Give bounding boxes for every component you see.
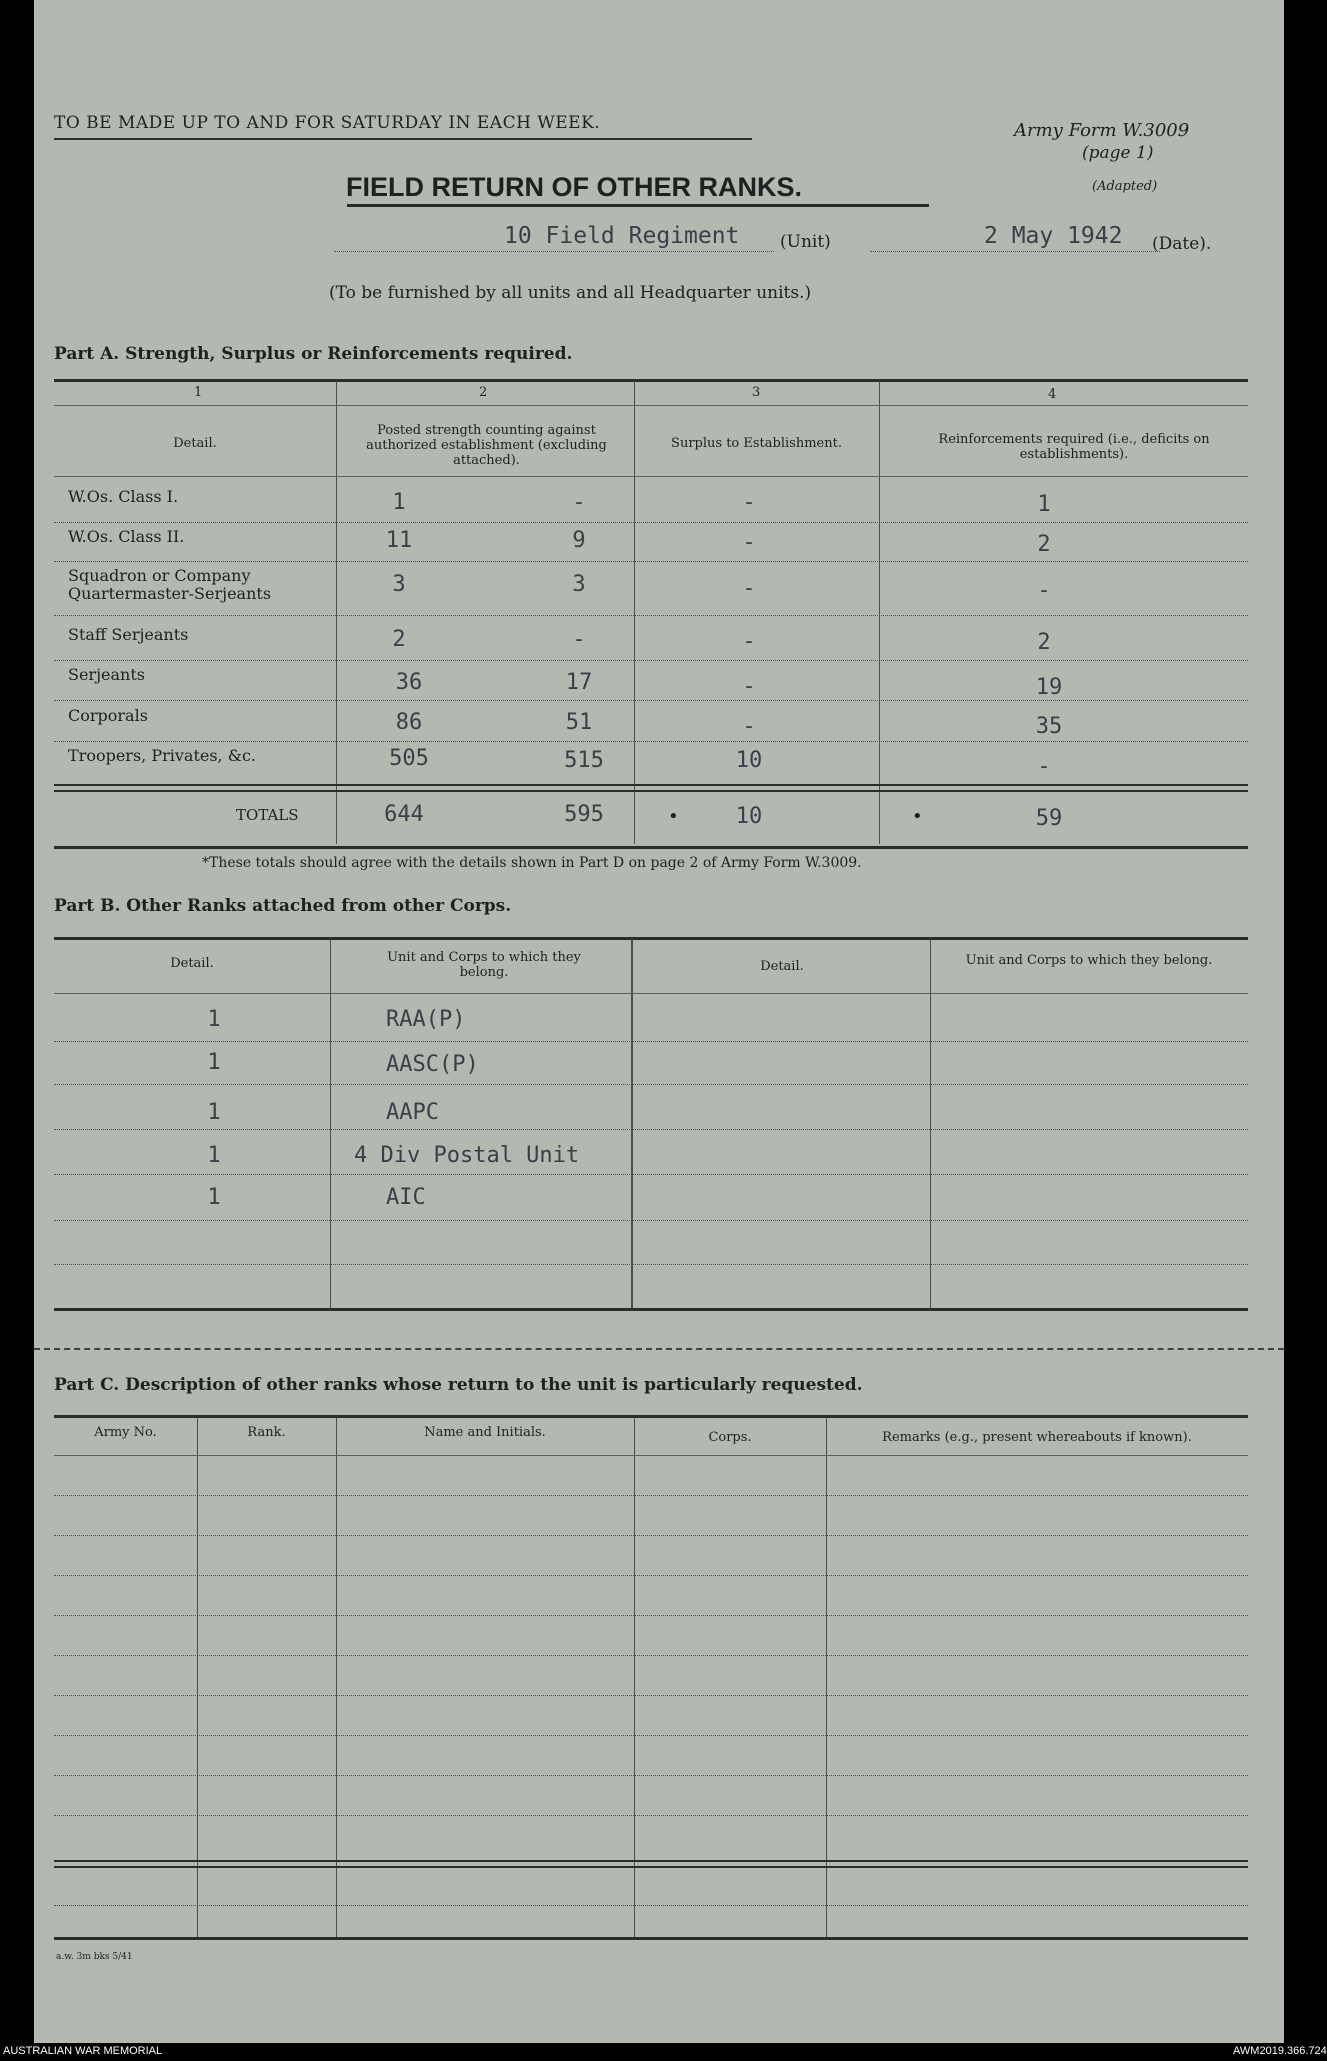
totals-auth: 595 [564,802,604,827]
auth-value: 51 [565,710,593,735]
part-b-unit-value: RAA(P) [386,1007,466,1032]
surplus-value: - [742,490,756,515]
part-a-title: Part A. Strength, Surplus or Reinforcements required. [54,344,573,364]
auth-value: 17 [565,670,593,695]
row-rule [54,1655,1248,1656]
posted-value: 86 [395,710,423,735]
part-b-col-divider-3 [930,939,931,1309]
date-value: 2 May 1942 [984,223,1123,249]
part-a-bottom-rule [54,846,1248,849]
part-c-header-rule [54,1455,1248,1456]
print-code: a.w. 3m bks 5/41 [56,1952,133,1962]
part-a-number-rule [54,405,1248,406]
totals-reinforcement: 59 [1035,806,1063,831]
part-b-detail-value: 1 [207,1050,221,1075]
row-rule [54,561,1248,562]
totals-rule-top-2 [54,790,1248,792]
posted-value: 2 [392,627,406,652]
part-a-col-divider-3 [879,381,880,844]
auth-value: 9 [572,528,586,553]
reinforcement-value: 2 [1037,532,1051,557]
part-b-header-unit: Unit and Corps to which they belong. [387,950,581,980]
part-b-header-detail: Detail. [170,956,214,971]
totals-label: TOTALS [236,806,299,824]
row-rule [54,522,1248,523]
reinforcement-value: 19 [1035,675,1063,700]
part-b-col-divider-1 [330,939,331,1309]
part-c-header-name: Name and Initials. [424,1425,546,1440]
part-a-footnote: *These totals should agree with the details shown in Part D on page 2 of Army Form W.3009. [202,855,862,871]
part-b-header-rule [54,993,1248,994]
reinforcement-value: 2 [1037,630,1051,655]
posted-value: 3 [392,572,406,597]
date-dotted-line [870,251,1160,252]
col-number-3: 3 [752,385,761,400]
auth-value: 515 [564,748,604,773]
row-rule [54,1815,1248,1816]
part-c-top-rule [54,1415,1248,1418]
row-rule [54,1084,1248,1085]
surplus-value: - [742,674,756,699]
part-b-detail-value: 1 [207,1007,221,1032]
part-c-rule-double-2 [54,1866,1248,1868]
furnish-note: (To be furnished by all units and all Headquarter units.) [329,283,812,303]
date-label: (Date). [1152,234,1212,254]
reinforcement-value: 1 [1037,492,1051,517]
auth-value: - [572,490,586,515]
part-b-detail-value: 1 [207,1143,221,1168]
row-rule [54,1220,1248,1221]
adapted-label: (Adapted) [1092,179,1158,194]
page-number: (page 1) [1082,143,1154,163]
row-detail: Troopers, Privates, &c. [68,746,257,765]
part-b-unit-value: AIC [386,1185,426,1210]
row-rule [54,1575,1248,1576]
row-rule [54,1905,1248,1906]
part-b-detail-value: 1 [207,1185,221,1210]
row-rule [54,1495,1248,1496]
instruction-underline [54,138,752,140]
part-c-title: Part C. Description of other ranks whose return to the unit is particularly requested. [54,1375,863,1395]
row-rule [54,1535,1248,1536]
surplus-value: - [742,530,756,555]
row-rule [54,1264,1248,1265]
surplus-value: - [742,629,756,654]
col-number-4: 4 [1048,387,1057,402]
posted-value: 11 [385,528,413,553]
part-c-header-army-no: Army No. [94,1425,157,1440]
surplus-value: - [742,576,756,601]
header-posted-strength: Posted strength counting against authorized establishment (excluding attached). [366,423,607,468]
posted-value: 505 [389,746,429,771]
perforation-line [34,1348,1284,1350]
row-detail: Corporals [68,706,148,725]
row-rule [54,741,1248,742]
reinforcement-value: - [1037,578,1051,603]
surplus-value: - [742,714,756,739]
row-rule [54,615,1248,616]
col-number-2: 2 [479,385,488,400]
row-rule [54,700,1248,701]
unit-dotted-line [334,251,774,252]
part-b-title: Part B. Other Ranks attached from other Corps. [54,896,512,916]
auth-value: - [572,627,586,652]
part-c-header-corps: Corps. [708,1430,752,1445]
totals-surplus-marker: • [668,806,679,827]
form-sheet [34,0,1284,2043]
row-rule [54,1615,1248,1616]
posted-value: 36 [395,670,423,695]
header-detail: Detail. [173,436,217,451]
part-b-col-divider-2 [631,939,633,1309]
row-detail: W.Os. Class I. [68,487,179,506]
reinforcement-value: 35 [1035,714,1063,739]
totals-posted: 644 [384,802,424,827]
part-a-header-rule [54,476,1248,477]
part-b-unit-value: AASC(P) [386,1052,479,1077]
surplus-value: 10 [735,748,763,773]
col-number-1: 1 [194,385,203,400]
part-b-header-detail-2: Detail. [760,959,804,974]
totals-reinf-marker: • [912,806,923,827]
row-rule [54,1041,1248,1042]
part-a-col-divider-1 [336,381,337,844]
row-rule [54,660,1248,661]
reinforcement-value: - [1037,754,1051,779]
row-rule [54,1735,1248,1736]
archive-footer [0,2043,1327,2061]
header-surplus: Surplus to Establishment. [671,436,842,451]
part-c-bottom-rule [54,1937,1248,1940]
row-rule [54,1129,1248,1130]
part-c-rule-double [54,1860,1248,1862]
posted-value: 1 [392,490,406,515]
row-detail: Serjeants [68,665,145,684]
header-reinforcements: Reinforcements required (i.e., deficits on establishments). [938,432,1210,462]
row-detail: Staff Serjeants [68,625,189,644]
part-c-header-remarks: Remarks (e.g., present whereabouts if known). [882,1430,1192,1445]
part-c-header-rank: Rank. [247,1425,286,1440]
part-b-bottom-rule [54,1308,1248,1311]
totals-rule-top [54,784,1248,786]
part-b-header-unit-2: Unit and Corps to which they belong. [965,953,1213,968]
auth-value: 3 [572,572,586,597]
archive-name: AUSTRALIAN WAR MEMORIAL [3,2045,163,2057]
totals-surplus: 10 [735,804,763,829]
instruction-text: TO BE MADE UP TO AND FOR SATURDAY IN EACH WEEK. [54,113,601,133]
part-b-detail-value: 1 [207,1100,221,1125]
row-detail: Squadron or Company Quartermaster-Serjeants [68,566,272,603]
title-underline [347,204,929,207]
archive-reference: AWM2019.366.724 [1233,2045,1327,2057]
row-rule [54,1695,1248,1696]
part-b-top-rule [54,937,1248,940]
row-rule [54,1174,1248,1175]
unit-value: 10 Field Regiment [504,223,740,249]
unit-label: (Unit) [780,232,831,252]
form-title: FIELD RETURN OF OTHER RANKS. [346,172,802,202]
part-b-unit-value: 4 Div Postal Unit [354,1143,580,1168]
row-rule [54,1775,1248,1776]
form-id: Army Form W.3009 [1014,120,1190,141]
part-a-top-rule [54,379,1248,382]
part-b-unit-value: AAPC [386,1100,439,1125]
row-detail: W.Os. Class II. [68,527,185,546]
